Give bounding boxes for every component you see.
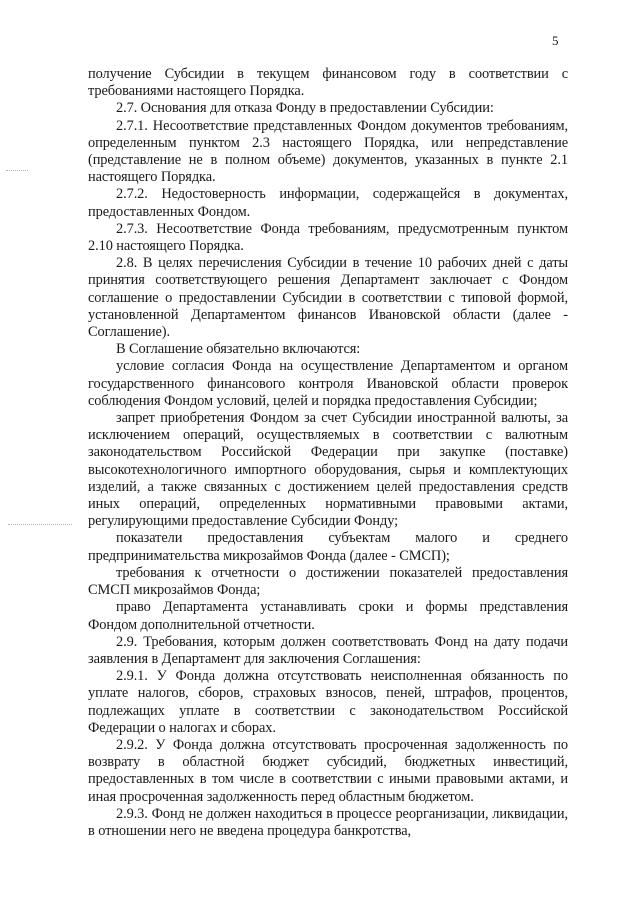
- paragraph: 2.7.3. Несоответствие Фонда требованиям, предусмотренным пунктом 2.10 настоящего Порядка.: [88, 220, 568, 255]
- paragraph: 2.7. Основания для отказа Фонду в предоставлении Субсидии:: [116, 100, 494, 117]
- paragraph: 2.7.1. Несоответствие представленных Фондом документов требованиям, определенным пунктом 2.3 настоящего Порядка, или непредставление (представление не в полном объеме) документов, указанных в пункте 2.1 настоящего Порядка.: [88, 117, 568, 186]
- paragraph: 2.9.2. У Фонда должна отсутствовать просроченная задолженность по возврату в областной бюджет субсидий, бюджетных инвестиций, предоставленных в том числе в соответствии с иными правовыми актами, и иная просроченная задолженность перед областным бюджетом.: [88, 736, 568, 805]
- document-body: [88, 66, 568, 840]
- paragraph: условие согласия Фонда на осуществление Департаментом и органом государственного финансового контроля Ивановской области проверок соблюдения Фондом условий, целей и порядка предоставления Субсидии;: [88, 358, 568, 409]
- paragraph: В Соглашение обязательно включаются:: [116, 341, 361, 358]
- paragraph: запрет приобретения Фондом за счет Субсидии иностранной валюты, за исключением операций, осуществляемых в соответствии с валютным законодательством Российской Федерации при закупке (поставке) высокотехнологичного импортного оборудования, сырья и комплектующих изделий, а также связанных с достижением целей предоставления средств иных операций, определенных нормативными правовыми актами, регулирующими предоставление Субсидии Фонду;: [88, 410, 568, 530]
- paragraph: 2.7.2. Недостоверность информации, содержащейся в документах, предоставленных Фондом.: [88, 186, 568, 220]
- paragraph: 2.9.1. У Фонда должна отсутствовать неисполненная обязанность по уплате налогов, сборов, страховых взносов, пеней, штрафов, процентов, подлежащих уплате в соответствии с законодательством Российской Федерации о налогах и сборах.: [88, 668, 568, 736]
- paragraph: 2.9.3. Фонд не должен находиться в процессе реорганизации, ликвидации, в отношении него не введена процедура банкротства,: [88, 805, 568, 839]
- paragraph: 2.8. В целях перечисления Субсидии в течение 10 рабочих дней с даты принятия соответствующего решения Департамент заключает с Фондом соглашение о предоставлении Субсидии в соответствии с типовой формой, установленной Департаментом финансов Ивановской области (далее - Соглашение).: [88, 255, 568, 341]
- paragraph: 2.9. Требования, которым должен соответствовать Фонд на дату подачи заявления в Департамент для заключения Соглашения:: [88, 633, 568, 667]
- scan-margin-mark: [8, 524, 72, 526]
- paragraph: право Департамента устанавливать сроки и формы представления Фондом дополнительной отчетности.: [88, 599, 568, 633]
- paragraph: требования к отчетности о достижении показателей предоставления СМСП микрозаймов Фонда;: [88, 564, 568, 599]
- paragraph: показатели предоставления субъектам малого и среднего предпринимательства микрозаймов Фонда (далее - СМСП);: [88, 530, 568, 564]
- paragraph: получение Субсидии в текущем финансовом году в соответствии с требованиями настоящего Порядка.: [88, 66, 568, 100]
- scan-margin-mark: [6, 170, 28, 172]
- page-number: 5: [552, 33, 559, 48]
